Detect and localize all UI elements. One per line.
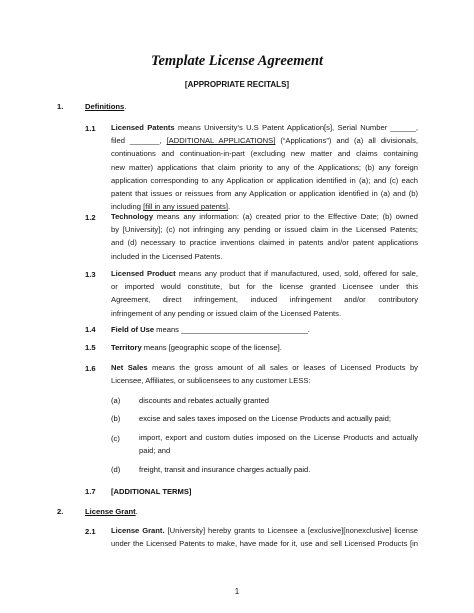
- page-number: 1: [234, 587, 240, 596]
- clause-1-2-term: Technology: [111, 212, 154, 221]
- clause-1-3-line: [111, 267, 418, 280]
- clause-1-6-term: Net Sales: [111, 363, 148, 372]
- clause-1-1-line-4: new matter) applications that claim priority to any of the Applications; (b) any foreign: [111, 162, 418, 172]
- clause-2-1-line: [111, 524, 418, 537]
- clause-1-7-text: [ADDITIONAL TERMS]: [111, 487, 192, 496]
- clause-1-1-line-3: continuations and continuation-in-part (excluding new matter and claims containing: [111, 149, 418, 159]
- net-sales-item-label: (a): [111, 396, 121, 405]
- net-sales-item-label: (d): [111, 465, 121, 474]
- clause-2-1-number: 2.1: [85, 527, 96, 536]
- clause-1-1-line-6: patent that issues or reissues from any Application or application identified in (a) and (b): [111, 189, 418, 199]
- clause-1-4-body: means ______________________________.: [156, 325, 310, 334]
- clause-1-1-term: Licensed Patents: [111, 123, 175, 132]
- clause-1-3-text: [111, 267, 418, 320]
- clause-1-1-filed: filed _______,: [111, 136, 162, 146]
- clause-1-2-line-2: by [University]; (c) not infringing any pending or issued claim in the Licensed Patents;: [111, 225, 418, 235]
- section-2-number: 2.: [57, 507, 64, 516]
- clause-1-3-term: Licensed Product: [111, 269, 176, 278]
- document-title: Template License Agreement: [150, 53, 324, 69]
- clause-1-3-line-3: Agreement, direct infringement, induced infringement and/or contributory: [111, 295, 418, 305]
- net-sales-item-text: discounts and rebates actually granted: [139, 396, 270, 405]
- clause-1-7-number: 1.7: [85, 487, 96, 496]
- clause-2-1-term: License Grant.: [111, 526, 165, 535]
- clause-1-2-line-1: means any information: (a) created prior to the Effective Date; (b) owned: [156, 212, 418, 221]
- clause-1-6-text: [111, 361, 418, 387]
- clause-1-3-line-4: infringement of any pending or issued claim of the Licensed Patents.: [111, 308, 342, 318]
- clause-1-2-number: 1.2: [85, 213, 96, 222]
- clause-1-4-text: [111, 325, 310, 334]
- net-sales-item-label: (b): [111, 414, 121, 423]
- clause-1-5-term: Territory: [111, 343, 142, 352]
- clause-1-1-text: [111, 121, 418, 213]
- clause-1-4-term: Field of Use: [111, 325, 155, 334]
- clause-1-1-additional-applications: [ADDITIONAL APPLICATIONS]: [166, 136, 276, 146]
- clause-1-1-line: [111, 134, 418, 147]
- net-sales-item-text: [139, 431, 418, 457]
- net-sales-item-line-1: import, export and custom duties imposed on the License Products and actually: [139, 433, 418, 442]
- section-1-title: Definitions: [85, 102, 125, 111]
- clause-1-1-period: .: [227, 202, 231, 212]
- clause-2-1-text: [111, 524, 418, 550]
- section-2-title-period: .: [135, 507, 138, 516]
- section-2-title: License Grant: [85, 507, 136, 516]
- clause-2-1-line-1: [University] hereby grants to Licensee a [exclusive][nonexclusive] license: [167, 526, 418, 535]
- net-sales-item-text: excise and sales taxes imposed on the License Products and actually paid;: [139, 414, 392, 423]
- clause-1-4-number: 1.4: [85, 325, 96, 334]
- clause-1-6-number: 1.6: [85, 364, 96, 373]
- clause-1-5-body: means [geographic scope of the license].: [143, 343, 282, 352]
- clause-1-5-text: [111, 343, 282, 352]
- section-1-number: 1.: [57, 102, 64, 111]
- clause-1-1-line-2: (“Applications”) and (a) all divisionals,: [280, 136, 418, 146]
- clause-1-3-line-2: or imported would constitute, but for the license granted Licensee under this: [111, 282, 418, 292]
- clause-1-3-number: 1.3: [85, 270, 96, 279]
- recitals-heading: [APPROPRIATE RECITALS]: [184, 80, 290, 89]
- clause-1-1-line-5: application corresponding to any Application or application identified in (a); and (c) each: [111, 175, 418, 185]
- clause-1-3-line-1: means any product that if manufactured, used, sold, offered for sale,: [178, 269, 419, 278]
- clause-2-1-line-2: under the Licensed Patents to make, have made for it, use and sell Licensed Products [in: [111, 539, 418, 549]
- clause-1-2-line-3: and (d) necessary to practice inventions claimed in patents and/or patent applications: [111, 238, 418, 248]
- clause-1-2-line-4: included in the Licensed Patents.: [111, 251, 223, 261]
- section-1-heading: [85, 102, 126, 111]
- section-2-heading: [85, 507, 138, 516]
- clause-1-1-including: including: [111, 202, 141, 212]
- net-sales-item-label: (c): [111, 434, 120, 443]
- clause-1-1-number: 1.1: [85, 124, 96, 133]
- clause-1-5-number: 1.5: [85, 343, 96, 352]
- net-sales-item-line-2: paid; and: [139, 446, 171, 456]
- clause-1-1-issued-patents: [fill in any issued patents]: [143, 202, 228, 212]
- clause-1-1-line-1: means University’s U.S Patent Application[s], Serial Number ______,: [177, 123, 418, 132]
- clause-1-2-text: [111, 210, 418, 263]
- clause-1-6-line-2: Licensee, Affiliates, or sublicensees to any customer LESS:: [111, 376, 311, 386]
- section-1-title-period: .: [124, 102, 127, 111]
- net-sales-item-text: freight, transit and insurance charges actually paid.: [139, 465, 311, 474]
- clause-1-6-line: [111, 361, 418, 374]
- clause-1-1-line: [111, 121, 418, 134]
- clause-1-6-line-1: means the gross amount of all sales or leases of Licensed Products by: [152, 363, 418, 372]
- clause-1-2-line: [111, 210, 418, 223]
